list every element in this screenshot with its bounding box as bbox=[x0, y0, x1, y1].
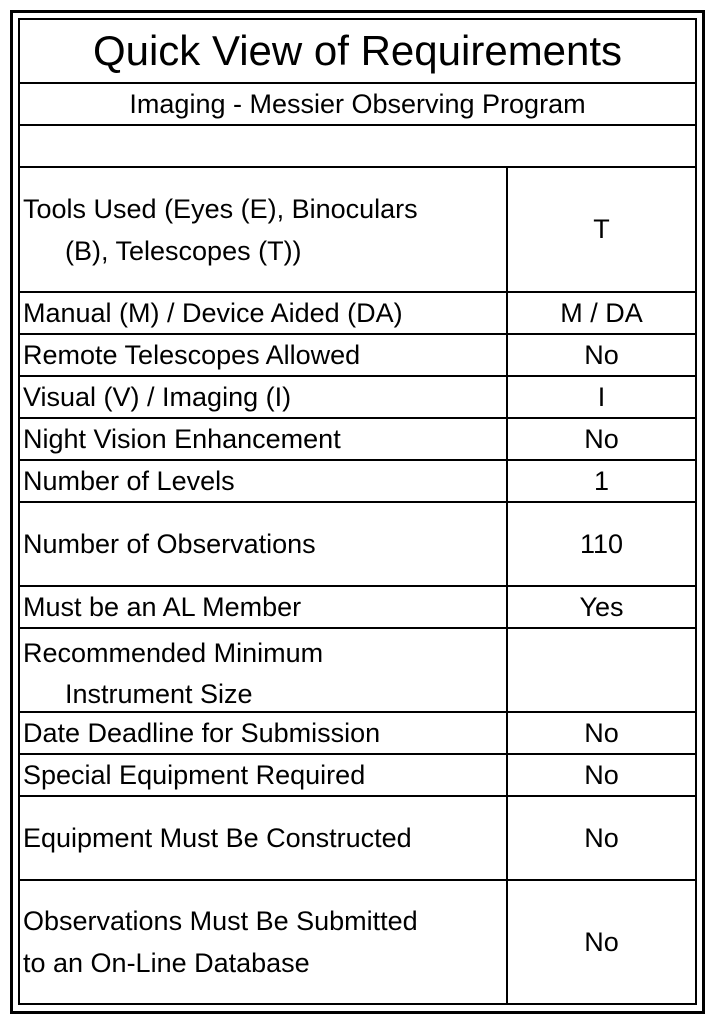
row-label bbox=[20, 881, 508, 1003]
row-label-line1: Observations Must Be Submitted bbox=[23, 906, 418, 936]
table-row-manual-device-aided bbox=[20, 293, 695, 335]
table-row-recommended-instrument-size bbox=[20, 629, 695, 713]
table-row-remote-telescopes bbox=[20, 335, 695, 377]
blank-row bbox=[20, 126, 695, 168]
row-value: 1 bbox=[593, 466, 610, 496]
row-value: No bbox=[584, 926, 619, 957]
row-label: Manual (M) / Device Aided (DA) bbox=[20, 293, 508, 333]
table-row-tools-used bbox=[20, 168, 695, 293]
row-value: No bbox=[584, 340, 619, 370]
row-value: Yes bbox=[579, 592, 624, 622]
row-label: Special Equipment Required bbox=[20, 755, 508, 795]
row-value: No bbox=[584, 822, 619, 853]
table-row-visual-imaging bbox=[20, 377, 695, 419]
row-value: No bbox=[584, 760, 619, 790]
table-row-special-equipment bbox=[20, 755, 695, 797]
requirements-table bbox=[18, 18, 697, 1005]
row-label-line2: (B), Telescopes (T)) bbox=[65, 235, 302, 266]
row-label: Number of Levels bbox=[20, 461, 508, 501]
row-value: I bbox=[597, 382, 606, 412]
row-value: T bbox=[593, 214, 610, 244]
row-value bbox=[508, 629, 695, 711]
row-label bbox=[20, 168, 508, 291]
row-value: M / DA bbox=[560, 298, 643, 328]
row-label-line1: Tools Used (Eyes (E), Binoculars bbox=[23, 193, 418, 224]
row-value: No bbox=[584, 718, 619, 748]
row-label bbox=[20, 629, 508, 711]
row-label-line1: Recommended Minimum bbox=[23, 638, 324, 668]
table-row-number-of-observations bbox=[20, 503, 695, 587]
table-subtitle: Imaging - Messier Observing Program bbox=[20, 84, 695, 126]
row-label: Must be an AL Member bbox=[20, 587, 508, 627]
row-label: Equipment Must Be Constructed bbox=[20, 797, 508, 879]
row-value: 110 bbox=[579, 528, 624, 559]
row-label: Visual (V) / Imaging (I) bbox=[20, 377, 508, 417]
row-label: Number of Observations bbox=[20, 503, 508, 585]
row-label-line2: Instrument Size bbox=[65, 679, 253, 709]
table-row-night-vision bbox=[20, 419, 695, 461]
table-row-number-of-levels bbox=[20, 461, 695, 503]
row-label: Night Vision Enhancement bbox=[20, 419, 508, 459]
table-title: Quick View of Requirements bbox=[20, 20, 695, 84]
table-row-online-database bbox=[20, 881, 695, 1003]
table-row-equipment-constructed bbox=[20, 797, 695, 881]
table-row-al-member bbox=[20, 587, 695, 629]
row-label: Remote Telescopes Allowed bbox=[20, 335, 508, 375]
table-row-date-deadline bbox=[20, 713, 695, 755]
row-value: No bbox=[584, 424, 619, 454]
row-label-line2: to an On-Line Database bbox=[23, 948, 310, 978]
row-label: Date Deadline for Submission bbox=[20, 713, 508, 753]
